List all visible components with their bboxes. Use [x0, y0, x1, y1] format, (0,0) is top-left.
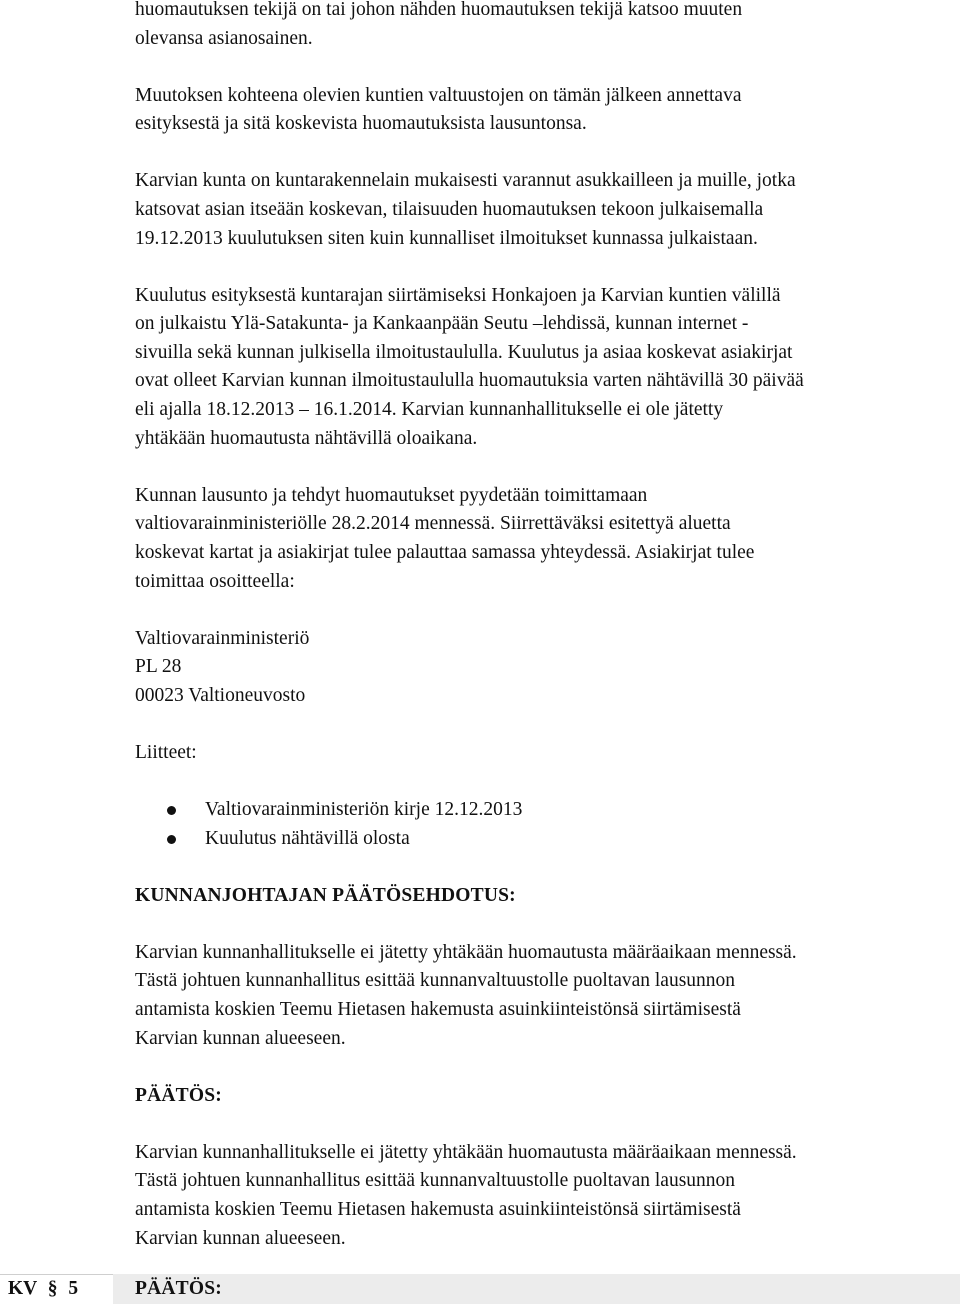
attachment-text: Valtiovarainministeriön kirje 12.12.2013 [205, 798, 523, 820]
text-line: huomautuksen tekijä on tai johon nähden huomautuksen tekijä katsoo muuten [135, 0, 743, 20]
text-line: antamista koskien Teemu Hietasen hakemusta asuinkiinteistönsä siirtämisestä [135, 998, 741, 1020]
proposal-heading: KUNNANJOHTAJAN PÄÄTÖSEHDOTUS: [135, 884, 516, 906]
address-line: 00023 Valtioneuvosto [135, 684, 306, 706]
intro-paragraph [135, 0, 951, 53]
statement-paragraph [135, 482, 951, 596]
decision-paragraph [135, 1139, 951, 1253]
section-label: KV § 5 [8, 1278, 79, 1299]
bullet-icon [167, 806, 176, 815]
text-line: olevansa asianosainen. [135, 27, 313, 49]
attachments-label: Liitteet: [135, 741, 197, 763]
address-line: PL 28 [135, 656, 182, 678]
text-line: esityksestä ja sitä koskevista huomautuksista lausuntonsa. [135, 113, 587, 135]
text-line: koskevat kartat ja asiakirjat tulee palauttaa samassa yhteydessä. Asiakirjat tulee [135, 541, 755, 563]
bullet-icon [167, 835, 176, 844]
text-line: yhtäkään huomautusta nähtävillä oloaikana. [135, 427, 478, 449]
list-item [135, 796, 951, 825]
address-line: Valtiovarainministeriö [135, 627, 310, 649]
text-line: Karvian kunnan alueeseen. [135, 1027, 346, 1049]
decision-heading: PÄÄTÖS: [135, 1084, 222, 1106]
list-item [135, 825, 951, 854]
text-line: Karvian kunnanhallitukselle ei jätetty yhtäkään huomautusta määräaikaan mennessä. [135, 1141, 797, 1163]
text-line: Muutoksen kohteena olevien kuntien valtuustojen on tämän jälkeen annettava [135, 84, 742, 106]
text-line: sivuilla sekä kunnan julkisella ilmoitustaululla. Kuulutus ja asiaa koskevat asiakirjat [135, 341, 793, 363]
text-line: antamista koskien Teemu Hietasen hakemusta asuinkiinteistönsä siirtämisestä [135, 1198, 741, 1220]
announcement-paragraph [135, 282, 951, 454]
text-line: Karvian kunnan alueeseen. [135, 1227, 346, 1249]
text-line: Kunnan lausunto ja tehdyt huomautukset pyydetään toimittamaan [135, 484, 648, 506]
text-line: toimittaa osoitteella: [135, 570, 295, 592]
text-line: katsovat asian itseään koskevan, tilaisuuden huomautuksen tekoon julkaisemalla [135, 198, 764, 220]
document-body [135, 0, 951, 1282]
text-line: Tästä johtuen kunnanhallitus esittää kunnanvaltuustolle puoltavan lausunnon [135, 1170, 736, 1192]
footer-decision-heading: PÄÄTÖS: [135, 1278, 222, 1299]
text-line: valtiovarainministeriölle 28.2.2014 mennessä. Siirrettäväksi esitettyä aluetta [135, 513, 731, 535]
proposal-paragraph [135, 939, 951, 1053]
text-line: on julkaistu Ylä-Satakunta- ja Kankaanpään Seutu –lehdissä, kunnan internet - [135, 313, 749, 335]
attachment-text: Kuulutus nähtävillä olosta [205, 827, 410, 849]
text-line: eli ajalla 18.12.2013 – 16.1.2014. Karvian kunnanhallitukselle ei ole jätetty [135, 399, 724, 421]
text-line: ovat olleet Karvian kunnan ilmoitustaululla huomautuksia varten nähtävillä 30 päivää [135, 370, 804, 392]
attachments-list [135, 796, 951, 853]
councils-paragraph [135, 82, 951, 139]
text-line: 19.12.2013 kuulutuksen siten kuin kunnalliset ilmoitukset kunnassa julkaistaan. [135, 227, 758, 249]
mailing-address [135, 625, 951, 711]
text-line: Tästä johtuen kunnanhallitus esittää kunnanvaltuustolle puoltavan lausunnon [135, 970, 736, 992]
karvia-paragraph [135, 167, 951, 253]
text-line: Karvian kunnanhallitukselle ei jätetty yhtäkään huomautusta määräaikaan mennessä. [135, 941, 797, 963]
text-line: Karvian kunta on kuntarakennelain mukaisesti varannut asukkailleen ja muille, jotka [135, 170, 796, 192]
text-line: Kuulutus esityksestä kuntarajan siirtämiseksi Honkajoen ja Karvian kuntien välillä [135, 284, 781, 306]
